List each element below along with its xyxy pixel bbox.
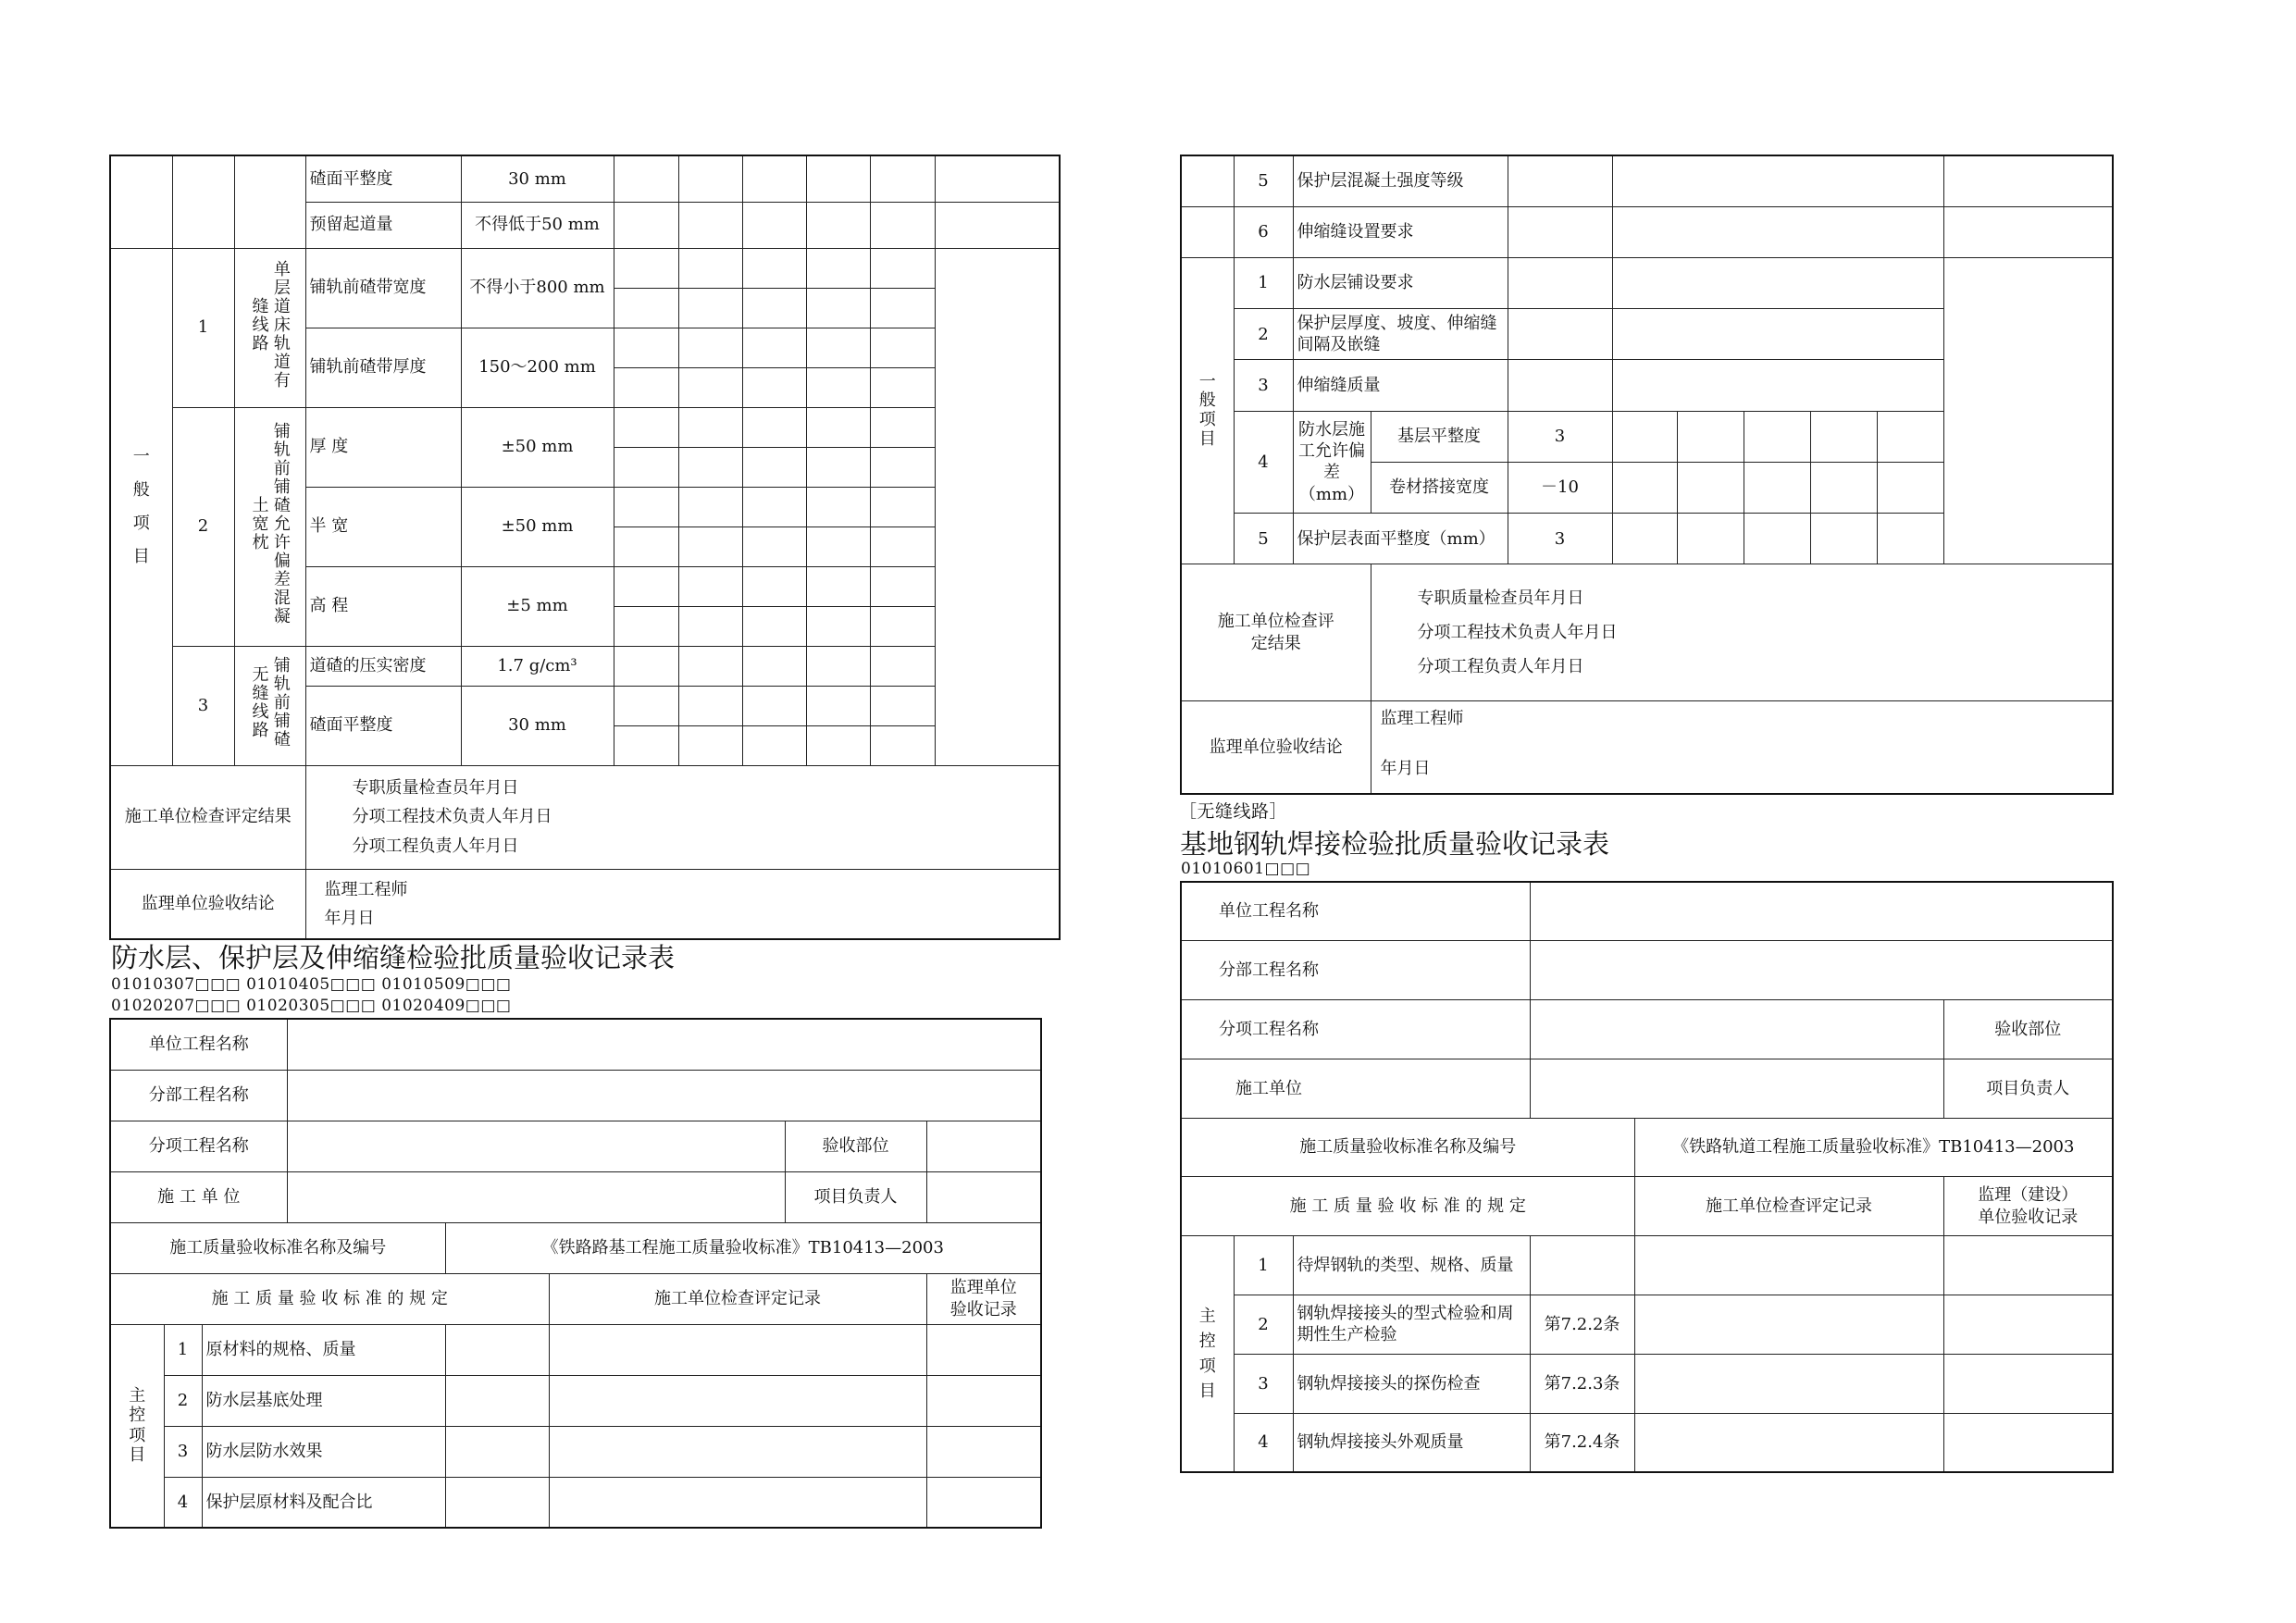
left-group1-no: 1 xyxy=(172,248,234,407)
left-group1-value1: 不得小于800 mm xyxy=(461,248,614,328)
right-main-item5-no: 5 xyxy=(1234,155,1293,206)
right-form-code: 01010601□□□ xyxy=(1181,860,1311,878)
left-division-project-value[interactable] xyxy=(287,1070,1041,1121)
right-general-supervision[interactable] xyxy=(1943,257,2113,564)
right-col-supervision-header: 监理（建设） 单位验收记录 xyxy=(1943,1177,2113,1236)
left-value-reserved-lift: 不得低于50 mm xyxy=(461,202,614,248)
right-main-item5-record[interactable] xyxy=(1612,155,1943,206)
left-group1-name-cell xyxy=(234,248,305,407)
left-form-title: 防水层、保护层及伸缩缝检验批质量验收记录表 xyxy=(111,942,676,973)
left-group3-item2: 碴面平整度 xyxy=(305,686,461,765)
right-general-item2-record[interactable] xyxy=(1612,309,1943,360)
right-construction-unit-label: 施工单位 xyxy=(1181,1059,1530,1118)
left-supervision-signatures xyxy=(305,869,1060,939)
right-main-item4-supervision[interactable] xyxy=(1943,1413,2113,1472)
right-item4-no: 4 xyxy=(1234,411,1293,513)
left-form-code-line2: 01020207□□□ 01020305□□□ 01020409□□□ xyxy=(111,997,512,1015)
right-form-title: 基地钢轨焊接检验批质量验收记录表 xyxy=(1180,828,1610,860)
right-acceptance-part-label: 验收部位 xyxy=(1943,1000,2113,1059)
left-item-reserved-lift: 预留起道量 xyxy=(305,202,461,248)
left-main-item3-no: 3 xyxy=(164,1426,202,1477)
left-sig-quality-inspector: 专职质量检查员年月日 xyxy=(352,777,519,798)
right-construction-result-signatures xyxy=(1371,564,2113,701)
right-item5-value: 3 xyxy=(1508,514,1612,564)
left-sig-tech-lead: 分项工程技术负责人年月日 xyxy=(352,807,552,827)
right-general-item1-no: 1 xyxy=(1234,257,1293,308)
left-col-supervision-header: 监理单位 验收记录 xyxy=(926,1273,1041,1324)
left-sig-supervisor: 监理工程师 xyxy=(324,879,408,899)
right-main-item4-name: 钢轨焊接接头外观质量 xyxy=(1293,1413,1530,1472)
right-general-item3-no: 3 xyxy=(1234,360,1293,411)
right-construction-result-label: 施工单位检查评定结果 xyxy=(1181,564,1371,701)
left-standard-value: 《铁路路基工程施工质量验收标准》TB10413—2003 xyxy=(445,1222,1041,1273)
right-item4-row2-item: 卷材搭接宽度 xyxy=(1371,462,1508,513)
right-sig-supervisor: 监理工程师 xyxy=(1380,709,1464,729)
right-main-item2-no: 2 xyxy=(1234,1295,1293,1355)
left-group2-value3: ±5 mm xyxy=(461,566,614,646)
left-main-item2-name: 防水层基底处理 xyxy=(202,1375,445,1426)
right-general-item3-name: 伸缩缝质量 xyxy=(1293,360,1508,411)
left-group2-item1: 厚 度 xyxy=(305,407,461,487)
left-construction-unit-value[interactable] xyxy=(287,1171,785,1222)
left-group2-item3: 高 程 xyxy=(305,566,461,646)
left-group3-value2: 30 mm xyxy=(461,686,614,765)
right-subitem-project-value[interactable] xyxy=(1530,1000,1943,1059)
left-standard-label: 施工质量验收标准名称及编号 xyxy=(110,1222,445,1273)
left-group3-value1: 1.7 g/cm³ xyxy=(461,646,614,686)
right-main-item3-name: 钢轨焊接接头的探伤检查 xyxy=(1293,1354,1530,1413)
right-col-spec-header: 施 工 质 量 验 收 标 准 的 规 定 xyxy=(1181,1177,1634,1236)
right-main-item2-clause: 第7.2.2条 xyxy=(1530,1295,1634,1355)
left-top-table xyxy=(109,155,1061,940)
left-group3-name: 铺轨前铺碴无缝线路 xyxy=(249,656,291,750)
right-main-item2-supervision[interactable] xyxy=(1943,1295,2113,1355)
right-main-item3-record[interactable] xyxy=(1634,1354,1943,1413)
right-standard-label: 施工质量验收标准名称及编号 xyxy=(1181,1118,1634,1177)
left-main-item4-supervision[interactable] xyxy=(926,1477,1041,1528)
right-form-tag: ［无缝线路］ xyxy=(1179,801,1288,822)
left-item-ballast-flatness: 碴面平整度 xyxy=(305,155,461,202)
right-supervision-signatures xyxy=(1371,701,2113,794)
left-unit-project-label: 单位工程名称 xyxy=(110,1019,287,1070)
left-form-table xyxy=(109,1018,1042,1529)
left-main-item3-supervision[interactable] xyxy=(926,1426,1041,1477)
left-main-item4-name: 保护层原材料及配合比 xyxy=(202,1477,445,1528)
left-project-manager-label: 项目负责人 xyxy=(785,1171,926,1222)
left-general-label-text: 一 般 项 目 xyxy=(132,446,150,566)
right-main-item4-record[interactable] xyxy=(1634,1413,1943,1472)
left-main-item1-no: 1 xyxy=(164,1324,202,1375)
left-group2-value1: ±50 mm xyxy=(461,407,614,487)
left-group1-value2: 150～200 mm xyxy=(461,328,614,407)
left-project-manager-value[interactable] xyxy=(926,1171,1041,1222)
right-main-items-label: 主 控 项 目 xyxy=(1181,1236,1234,1472)
left-general-items-label xyxy=(110,248,172,765)
left-col-record-header: 施工单位检查评定记录 xyxy=(549,1273,926,1324)
right-standard-value: 《铁路轨道工程施工质量验收标准》TB10413—2003 xyxy=(1634,1118,2113,1177)
right-main-item6-supervision[interactable] xyxy=(1943,206,2113,257)
left-group2-no: 2 xyxy=(172,407,234,646)
left-unit-project-value[interactable] xyxy=(287,1019,1041,1070)
right-sig-tech-lead: 分项工程技术负责人年月日 xyxy=(1417,623,1618,642)
right-item4-row2-value: －10 xyxy=(1508,462,1612,513)
left-division-project-label: 分部工程名称 xyxy=(110,1070,287,1121)
right-general-item3-record[interactable] xyxy=(1612,360,1943,411)
left-group3-item1: 道碴的压实密度 xyxy=(305,646,461,686)
right-sig-supervisor-date: 年月日 xyxy=(1380,758,1431,778)
right-general-item1-record[interactable] xyxy=(1612,257,1943,308)
left-main-item2-record[interactable] xyxy=(549,1375,926,1426)
left-sig-project-lead: 分项工程负责人年月日 xyxy=(352,836,519,856)
left-group2-item2: 半 宽 xyxy=(305,487,461,566)
left-col-spec-header: 施 工 质 量 验 收 标 准 的 规 定 xyxy=(110,1273,549,1324)
left-group1-item2: 铺轨前碴带厚度 xyxy=(305,328,461,407)
right-construction-unit-value[interactable] xyxy=(1530,1059,1943,1118)
right-form-table xyxy=(1180,881,2114,1473)
right-division-project-value[interactable] xyxy=(1530,941,2113,1000)
right-item4-row1-value: 3 xyxy=(1508,411,1612,462)
right-main-item1-supervision[interactable] xyxy=(1943,1236,2113,1295)
left-main-items-label: 主 控 项 目 xyxy=(110,1324,164,1528)
right-item4-name: 防水层施工允许偏差（mm） xyxy=(1293,411,1371,513)
left-group2-value2: ±50 mm xyxy=(461,487,614,566)
left-group1-item1: 铺轨前碴带宽度 xyxy=(305,248,461,328)
left-supervision-label: 监理单位验收结论 xyxy=(110,869,305,939)
right-col-record-header: 施工单位检查评定记录 xyxy=(1634,1177,1943,1236)
right-main-item2-name: 钢轨焊接接头的型式检验和周期性生产检验 xyxy=(1293,1295,1530,1355)
left-main-item1-supervision[interactable] xyxy=(926,1324,1041,1375)
right-general-item2-no: 2 xyxy=(1234,309,1293,360)
left-main-item4-record[interactable] xyxy=(549,1477,926,1528)
left-acceptance-part-value[interactable] xyxy=(926,1121,1041,1171)
left-main-item2-no: 2 xyxy=(164,1375,202,1426)
left-group2-name: 铺轨前铺碴允许偏差混凝土宽枕 xyxy=(249,421,291,626)
right-main-item1-record[interactable] xyxy=(1634,1236,1943,1295)
left-subitem-project-value[interactable] xyxy=(287,1121,785,1171)
right-main-item2-record[interactable] xyxy=(1634,1295,1943,1355)
right-item5-name: 保护层表面平整度（mm） xyxy=(1293,514,1508,564)
right-main-item6-record[interactable] xyxy=(1612,206,1943,257)
left-subitem-project-label: 分项工程名称 xyxy=(110,1121,287,1171)
left-construction-result-signatures xyxy=(305,765,1060,869)
left-main-item1-record[interactable] xyxy=(549,1324,926,1375)
right-division-project-label: 分部工程名称 xyxy=(1181,941,1530,1000)
right-main-item6-no: 6 xyxy=(1234,206,1293,257)
left-group3-name-cell xyxy=(234,646,305,765)
right-project-manager-label: 项目负责人 xyxy=(1943,1059,2113,1118)
left-form-code-line1: 01010307□□□ 01010405□□□ 01010509□□□ xyxy=(111,975,512,994)
left-group2-name-cell xyxy=(234,407,305,646)
right-item4-row1-item: 基层平整度 xyxy=(1371,411,1508,462)
left-acceptance-part-label: 验收部位 xyxy=(785,1121,926,1171)
right-top-table xyxy=(1180,155,2114,795)
left-main-item4-no: 4 xyxy=(164,1477,202,1528)
right-main-item3-clause: 第7.2.3条 xyxy=(1530,1354,1634,1413)
right-main-item4-no: 4 xyxy=(1234,1413,1293,1472)
right-general-items-label: 一 般 项 目 xyxy=(1181,257,1234,564)
right-sig-quality-inspector: 专职质量检查员年月日 xyxy=(1417,588,1584,608)
right-general-item2-name: 保护层厚度、坡度、伸缩缝间隔及嵌缝 xyxy=(1293,309,1508,360)
right-item5-no: 5 xyxy=(1234,514,1293,564)
right-main-item3-no: 3 xyxy=(1234,1354,1293,1413)
left-main-item3-name: 防水层防水效果 xyxy=(202,1426,445,1477)
right-main-item4-clause: 第7.2.4条 xyxy=(1530,1413,1634,1472)
right-sig-project-lead: 分项工程负责人年月日 xyxy=(1417,657,1584,677)
right-general-item1-name: 防水层铺设要求 xyxy=(1293,257,1508,308)
left-group1-name: 单层道床轨道有缝线路 xyxy=(249,259,291,390)
right-main-item1-no: 1 xyxy=(1234,1236,1293,1295)
right-main-item5-supervision[interactable] xyxy=(1943,155,2113,206)
left-construction-unit-label: 施 工 单 位 xyxy=(110,1171,287,1222)
left-group3-no: 3 xyxy=(172,646,234,765)
right-unit-project-label: 单位工程名称 xyxy=(1181,882,1530,941)
right-unit-project-value[interactable] xyxy=(1530,882,2113,941)
right-subitem-project-label: 分项工程名称 xyxy=(1181,1000,1530,1059)
left-sig-supervisor-date: 年月日 xyxy=(324,908,375,928)
right-main-item3-supervision[interactable] xyxy=(1943,1354,2113,1413)
right-main-item1-name: 待焊钢轨的类型、规格、质量 xyxy=(1293,1236,1530,1295)
right-main-item5-name: 保护层混凝土强度等级 xyxy=(1293,155,1508,206)
left-main-item3-record[interactable] xyxy=(549,1426,926,1477)
right-main-item6-name: 伸缩缝设置要求 xyxy=(1293,206,1508,257)
right-main-item1-clause xyxy=(1530,1236,1634,1295)
left-construction-result-label: 施工单位检查评定结果 xyxy=(110,765,305,869)
left-value-ballast-flatness: 30 mm xyxy=(461,155,614,202)
right-supervision-label: 监理单位验收结论 xyxy=(1181,701,1371,794)
left-main-item1-name: 原材料的规格、质量 xyxy=(202,1324,445,1375)
left-main-item2-supervision[interactable] xyxy=(926,1375,1041,1426)
